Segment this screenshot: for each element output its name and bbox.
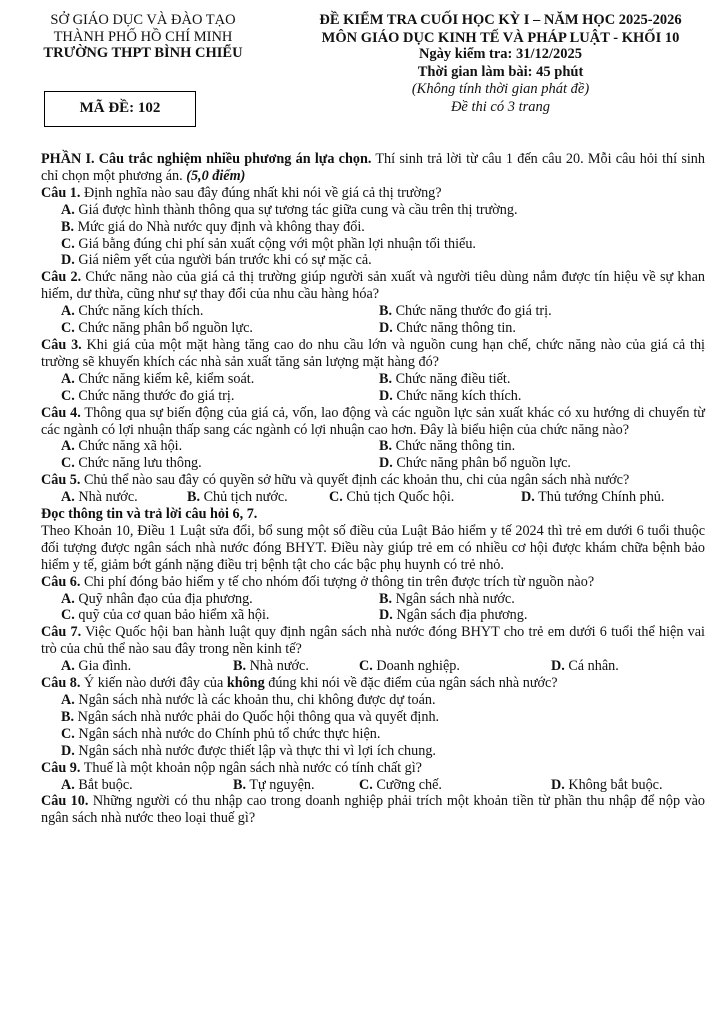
option-text: Chức năng kích thích.	[396, 387, 522, 404]
question-label: Câu 6.	[41, 573, 81, 590]
question-text: Việc Quốc hội ban hành luật quy định ngân sách nhà nước đóng BHYT cho trẻ em dưới 6 tuổi thể hiện vai trò của chủ thể nào sau đây trong nền kinh tế?	[41, 624, 706, 658]
option-letter: D.	[551, 658, 565, 675]
option-b	[187, 489, 329, 506]
part1-score: (5,0 điểm)	[186, 167, 246, 184]
question-text: đúng khi nói về đặc điểm của ngân sách nhà nước?	[264, 675, 558, 692]
option-text: Quỹ nhân đạo của địa phương.	[78, 590, 253, 607]
option-text: Cưỡng chế.	[376, 776, 442, 793]
option-letter: C.	[329, 489, 343, 506]
option-text: Bắt buộc.	[78, 776, 133, 793]
option-letter: A.	[61, 489, 75, 506]
option-a	[61, 438, 379, 455]
option-text: Ngân sách nhà nước do Chính phủ tổ chức thực hiện.	[78, 725, 381, 742]
exam-title: ĐỀ KIỂM TRA CUỐI HỌC KỲ I – NĂM HỌC 2025-2026	[319, 12, 682, 28]
options-row	[41, 777, 705, 794]
question-text: Chức năng nào của giá cả thị trường giúp người sản xuất và người tiêu dùng nắm được tín hiệu về sự khan hiếm, dư thừa, cũng như sự thay đổi của nhu cầu hàng hóa?	[41, 269, 705, 303]
question-text: Chủ thể nào sau đây có quyền sở hữu và quyết định các khoản thu, chi của ngân sách nhà nước?	[80, 472, 630, 489]
question-4	[41, 405, 705, 439]
option-d	[379, 388, 521, 405]
option-text: Chủ tịch nước.	[203, 489, 288, 506]
option-text: Giá được hình thành thông qua sự tương tác giữa cung và cầu trên thị trường.	[78, 201, 518, 218]
exam-code: MÃ ĐỀ: 102	[44, 91, 196, 127]
options-row	[41, 658, 705, 675]
option-d	[379, 455, 571, 472]
option-text: Ngân sách nhà nước phải do Quốc hội thông qua và quyết định.	[77, 708, 440, 725]
option-a	[61, 777, 233, 794]
option-letter: D.	[61, 252, 75, 269]
option-a	[61, 591, 379, 608]
exam-note: (Không tính thời gian phát đề)	[411, 81, 590, 97]
option-letter: A.	[61, 303, 75, 320]
option-text: Chức năng thước đo giá trị.	[395, 303, 552, 320]
option-c	[61, 607, 379, 624]
options-row	[41, 591, 705, 608]
option-text: Ngân sách nhà nước là các khoản thu, chi không được dự toán.	[78, 692, 436, 708]
option-d	[551, 777, 663, 794]
option-text: Chủ tịch Quốc hội.	[346, 489, 455, 506]
exam-duration: Thời gian làm bài: 45 phút	[417, 63, 584, 80]
option-c	[41, 236, 705, 253]
option-text: Không bắt buộc.	[568, 776, 663, 793]
exam-pages: Đề thi có 3 trang	[450, 98, 551, 115]
question-label: Câu 5.	[41, 472, 81, 489]
options-row	[41, 455, 705, 472]
option-letter: A.	[61, 590, 75, 607]
option-b	[41, 709, 705, 726]
option-c	[61, 388, 379, 405]
option-text: Ngân sách nhà nước.	[395, 590, 515, 607]
question-keyword: không	[226, 675, 265, 692]
option-text: Chức năng phân bổ nguồn lực.	[78, 320, 253, 337]
option-text: Ngân sách địa phương.	[396, 607, 528, 624]
option-b	[379, 371, 510, 388]
options-row	[41, 371, 705, 388]
option-c	[61, 455, 379, 472]
exam-subject: MÔN GIÁO DỤC KINH TẾ VÀ PHÁP LUẬT - KHỐI 10	[321, 29, 680, 46]
options-row	[41, 303, 705, 320]
option-letter: C.	[61, 320, 75, 337]
option-c	[359, 777, 551, 794]
option-letter: A.	[61, 438, 75, 455]
question-label: Câu 4.	[41, 404, 81, 421]
option-text: Chức năng thước đo giá trị.	[78, 387, 235, 404]
question-7	[41, 624, 705, 658]
part1-instructions: Thí sinh trả lời từ câu 1 đến câu 20. Mỗi câu hỏi thí sinh chỉ chọn một phương án.	[41, 151, 705, 184]
department-name: SỞ GIÁO DỤC VÀ ĐÀO TẠO	[50, 12, 236, 28]
options-row	[41, 438, 705, 455]
option-letter: D.	[379, 455, 393, 472]
option-letter: B.	[379, 303, 393, 320]
option-a	[41, 202, 705, 219]
options-row	[41, 388, 705, 405]
option-letter: C.	[61, 455, 75, 472]
option-text: Chức năng lưu thông.	[78, 455, 202, 472]
city-name: THÀNH PHỐ HỒ CHÍ MINH	[53, 28, 233, 45]
question-5	[41, 472, 705, 489]
option-text: quỹ của cơ quan bảo hiểm xã hội.	[78, 607, 270, 624]
option-letter: D.	[379, 607, 393, 624]
option-text: Nhà nước.	[78, 489, 138, 506]
option-letter: B.	[379, 590, 393, 607]
option-text: Chức năng kiểm kê, kiểm soát.	[78, 370, 255, 387]
option-letter: A.	[61, 658, 75, 675]
option-c	[359, 658, 551, 675]
option-d	[551, 658, 619, 675]
option-text: Tự nguyện.	[249, 776, 315, 793]
option-text: Doanh nghiệp.	[376, 658, 460, 675]
option-text: Thủ tướng Chính phủ.	[538, 489, 665, 506]
option-text: Nhà nước.	[249, 658, 309, 675]
option-text: Giá niêm yết của người bán trước khi có sự mặc cả.	[78, 252, 372, 269]
question-8	[41, 675, 705, 692]
option-b	[233, 658, 359, 675]
option-letter: C.	[359, 658, 373, 675]
option-d	[41, 252, 705, 269]
options-row	[41, 489, 705, 506]
question-label: Câu 10.	[41, 793, 89, 810]
part1-heading	[41, 151, 705, 185]
question-10	[41, 793, 705, 827]
option-text: Chức năng kích thích.	[78, 303, 204, 320]
option-letter: A.	[61, 201, 75, 218]
option-c	[41, 726, 705, 743]
option-letter: D.	[379, 387, 393, 404]
question-text: Định nghĩa nào sau đây đúng nhất khi nói về giá cả thị trường?	[80, 184, 442, 201]
question-label: Câu 3.	[41, 336, 82, 353]
option-letter: A.	[61, 692, 75, 708]
question-text: Những người có thu nhập cao trong doanh nghiệp phải trích một khoản tiền từ phần thu nhập để nộp vào ngân sách nhà nước theo loại thuế gì?	[41, 793, 705, 827]
option-letter: B.	[61, 218, 75, 235]
option-letter: B.	[379, 370, 393, 387]
question-text: Thông qua sự biến động của giá cả, vốn, lao động và các nguồn lực sản xuất khác có xu hướng di chuyển từ các ngành có lợi nhuận thấp sang các ngành có lợi nhuận cao hơn. Đây là biểu hiện của chức năng nào?	[41, 404, 705, 438]
question-6	[41, 574, 705, 591]
option-d	[379, 607, 527, 624]
option-letter: B.	[187, 489, 201, 506]
option-letter: A.	[61, 370, 75, 387]
option-d	[41, 743, 705, 760]
exam-content	[41, 151, 705, 827]
option-d	[521, 489, 664, 506]
option-a	[61, 658, 233, 675]
option-c	[329, 489, 521, 506]
option-text: Chức năng phân bổ nguồn lực.	[396, 455, 571, 472]
question-1	[41, 185, 705, 202]
option-text: Chức năng thông tin.	[395, 438, 516, 455]
option-b	[41, 219, 705, 236]
part1-title: PHẦN I. Câu trắc nghiệm nhiều phương án lựa chọn.	[41, 151, 372, 167]
option-text: Mức giá do Nhà nước quy định và không thay đổi.	[77, 218, 365, 235]
question-text: Chi phí đóng bảo hiểm y tế cho nhóm đối tượng ở thông tin trên được trích từ nguồn nào?	[80, 573, 595, 590]
option-text: Cá nhân.	[568, 658, 619, 675]
option-b	[379, 438, 515, 455]
option-text: Chức năng điều tiết.	[395, 370, 511, 387]
option-letter: D.	[379, 320, 393, 337]
question-label: Câu 2.	[41, 269, 82, 286]
question-text: Khi giá của một mặt hàng tăng cao do nhu cầu lớn và nguồn cung hạn chế, chức năng nào của giá cả thị trường sẽ khuyến khích các nhà sản xuất tăng sản lượng mặt hàng đó?	[41, 336, 705, 370]
question-2	[41, 269, 705, 303]
option-text: Gia đình.	[78, 658, 132, 675]
option-d	[379, 320, 516, 337]
option-letter: C.	[61, 607, 75, 624]
option-letter: C.	[61, 235, 75, 252]
option-a	[41, 692, 705, 709]
option-letter: C.	[61, 725, 75, 742]
question-text: Thuế là một khoản nộp ngân sách nhà nước có tính chất gì?	[80, 759, 422, 776]
option-text: Ngân sách nhà nước được thiết lập và thực thi vì lợi ích chung.	[78, 742, 436, 759]
question-label: Câu 1.	[41, 184, 81, 201]
option-a	[61, 371, 379, 388]
option-b	[233, 777, 359, 794]
school-name: TRƯỜNG THPT BÌNH CHIỂU	[43, 45, 243, 61]
exam-header	[0, 10, 728, 135]
option-letter: C.	[61, 387, 75, 404]
info-heading: Đọc thông tin và trả lời câu hỏi 6, 7.	[41, 506, 258, 523]
option-text: Chức năng xã hội.	[78, 438, 183, 455]
option-letter: D.	[551, 776, 565, 793]
option-text: Giá bằng đúng chi phí sản xuất cộng với một phần lợi nhuận tối thiểu.	[78, 235, 476, 252]
school-block	[18, 12, 268, 62]
option-letter: B.	[233, 776, 247, 793]
exam-info-block	[278, 12, 723, 116]
option-letter: D.	[61, 742, 75, 759]
info-passage: Theo Khoản 10, Điều 1 Luật sửa đổi, bổ sung một số điều của Luật Bảo hiểm y tế 2024 thì trẻ em dưới 6 tuổi thuộc đối tượng được ngân sách nhà nước đóng BHYT. Điều này giúp trẻ em có nhiều cơ hội được khám chữa bệnh bảo hiểm y tế, giảm bớt gánh nặng điều trị bệnh tật cho các bậc phụ huynh có trẻ nhỏ.	[41, 522, 705, 573]
option-letter: B.	[379, 438, 393, 455]
option-letter: D.	[521, 489, 535, 506]
option-b	[379, 591, 515, 608]
question-label: Câu 9.	[41, 759, 81, 776]
question-label: Câu 7.	[41, 624, 82, 641]
question-9	[41, 760, 705, 777]
option-b	[379, 303, 552, 320]
option-letter: A.	[61, 776, 75, 793]
option-a	[61, 303, 379, 320]
option-c	[61, 320, 379, 337]
exam-date: Ngày kiểm tra: 31/12/2025	[418, 46, 583, 62]
option-letter: B.	[233, 658, 247, 675]
option-text: Chức năng thông tin.	[396, 320, 516, 337]
question-3	[41, 337, 705, 371]
option-letter: B.	[61, 708, 75, 725]
question-label: Câu 8.	[41, 675, 81, 692]
option-letter: C.	[359, 776, 373, 793]
question-text: Ý kiến nào dưới đây của	[80, 675, 227, 692]
options-row	[41, 320, 705, 337]
options-row	[41, 607, 705, 624]
